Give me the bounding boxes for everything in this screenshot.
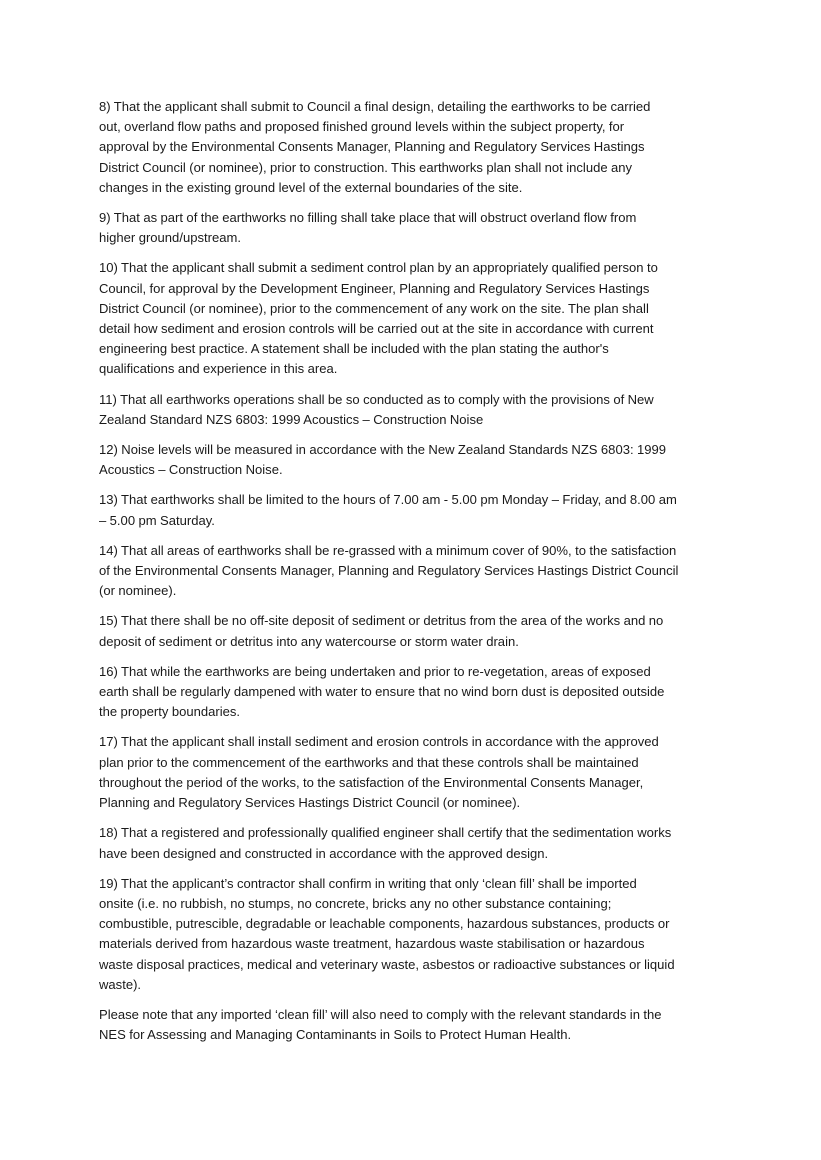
paragraph-line: onsite (i.e. no rubbish, no stumps, no concrete, bricks any no other substance containing; <box>99 895 612 911</box>
condition-paragraph <box>99 823 727 863</box>
paragraph-line: 8) That the applicant shall submit to Council a final design, detailing the earthworks to be carried <box>99 99 651 114</box>
paragraph-line: 13) That earthworks shall be limited to the hours of 7.00 am - 5.00 pm Monday – Friday, and 8.00 am <box>99 492 677 508</box>
paragraph-line: – 5.00 pm Saturday. <box>99 512 215 528</box>
paragraph-line: deposit of sediment or detritus into any watercourse or storm water drain. <box>99 633 519 649</box>
paragraph-line: 18) That a registered and professionally qualified engineer shall certify that the sedimentation works <box>99 825 672 841</box>
condition-paragraph <box>99 1005 727 1045</box>
condition-paragraph <box>99 97 727 198</box>
paragraph-line: 10) That the applicant shall submit a sediment control plan by an appropriately qualified person to <box>99 260 658 276</box>
paragraph-line: plan prior to the commencement of the earthworks and that these controls shall be maintained <box>99 754 639 770</box>
condition-paragraph <box>99 611 727 651</box>
paragraph-line: 15) That there shall be no off-site deposit of sediment or detritus from the area of the works and no <box>99 613 664 629</box>
paragraph-line: NES for Assessing and Managing Contaminants in Soils to Protect Human Health. <box>99 1027 572 1043</box>
paragraph-line: have been designed and constructed in accordance with the approved design. <box>99 845 549 861</box>
paragraph-line: the property boundaries. <box>99 704 241 720</box>
paragraph-line: Zealand Standard NZS 6803: 1999 Acoustics – Construction Noise <box>99 411 484 427</box>
paragraph-line: approval by the Environmental Consents Manager, Planning and Regulatory Services Hastings <box>99 139 645 155</box>
paragraph-line: waste). <box>99 976 142 992</box>
paragraph-line: changes in the existing ground level of the external boundaries of the site. <box>99 179 523 195</box>
condition-paragraph <box>99 490 727 530</box>
condition-paragraph <box>99 662 727 723</box>
paragraph-line: detail how sediment and erosion controls will be carried out at the site in accordance with current <box>99 321 654 337</box>
paragraph-line: Acoustics – Construction Noise. <box>99 462 283 478</box>
condition-paragraph <box>99 390 727 430</box>
paragraph-line: waste disposal practices, medical and veterinary waste, asbestos or radioactive substances or liquid <box>99 956 675 972</box>
paragraph-line: 17) That the applicant shall install sediment and erosion controls in accordance with the approved <box>99 734 659 750</box>
paragraph-line: 12) Noise levels will be measured in accordance with the New Zealand Standards NZS 6803: 1999 <box>99 442 667 458</box>
paragraph-line: of the Environmental Consents Manager, Planning and Regulatory Services Hastings District Council <box>99 563 679 579</box>
paragraph-line: qualifications and experience in this area. <box>99 361 338 377</box>
paragraph-line: combustible, putrescible, degradable or leachable components, hazardous substances, products or <box>99 916 670 932</box>
paragraph-line: higher ground/upstream. <box>99 230 241 246</box>
condition-paragraph <box>99 440 727 480</box>
condition-paragraph <box>99 208 727 248</box>
paragraph-line: Planning and Regulatory Services Hastings District Council (or nominee). <box>99 795 521 811</box>
paragraph-line: District Council (or nominee), prior to construction. This earthworks plan shall not include any <box>99 159 633 175</box>
condition-paragraph <box>99 732 727 813</box>
paragraph-line: throughout the period of the works, to the satisfaction of the Environmental Consents Manager, <box>99 774 644 790</box>
paragraph-line: Please note that any imported ‘clean fill’ will also need to comply with the relevant standards in the <box>99 1006 662 1022</box>
paragraph-line: materials derived from hazardous waste treatment, hazardous waste stabilisation or hazardous <box>99 936 645 952</box>
condition-paragraph <box>99 541 727 602</box>
paragraph-line: earth shall be regularly dampened with water to ensure that no wind born dust is deposited outside <box>99 684 665 700</box>
paragraph-line: 19) That the applicant’s contractor shall confirm in writing that only ‘clean fill’ shall be imported <box>99 875 637 891</box>
condition-paragraph <box>99 258 727 379</box>
paragraph-line: District Council (or nominee), prior to the commencement of any work on the site. The plan shall <box>99 300 649 316</box>
paragraph-line: 11) That all earthworks operations shall be so conducted as to comply with the provisions of New <box>99 391 654 407</box>
paragraph-line: 14) That all areas of earthworks shall be re-grassed with a minimum cover of 90%, to the satisfaction <box>99 542 677 558</box>
paragraph-line: Council, for approval by the Development Engineer, Planning and Regulatory Services Hastings <box>99 280 650 296</box>
paragraph-line: 9) That as part of the earthworks no filling shall take place that will obstruct overland flow from <box>99 210 637 226</box>
paragraph-line: engineering best practice. A statement shall be included with the plan stating the author's <box>99 341 609 357</box>
condition-paragraph <box>99 874 727 995</box>
paragraph-line: 16) That while the earthworks are being undertaken and prior to re-vegetation, areas of exposed <box>99 663 651 679</box>
document-body <box>99 97 727 1055</box>
paragraph-line: out, overland flow paths and proposed finished ground levels within the subject property, for <box>99 119 625 135</box>
paragraph-line: (or nominee). <box>99 583 177 599</box>
